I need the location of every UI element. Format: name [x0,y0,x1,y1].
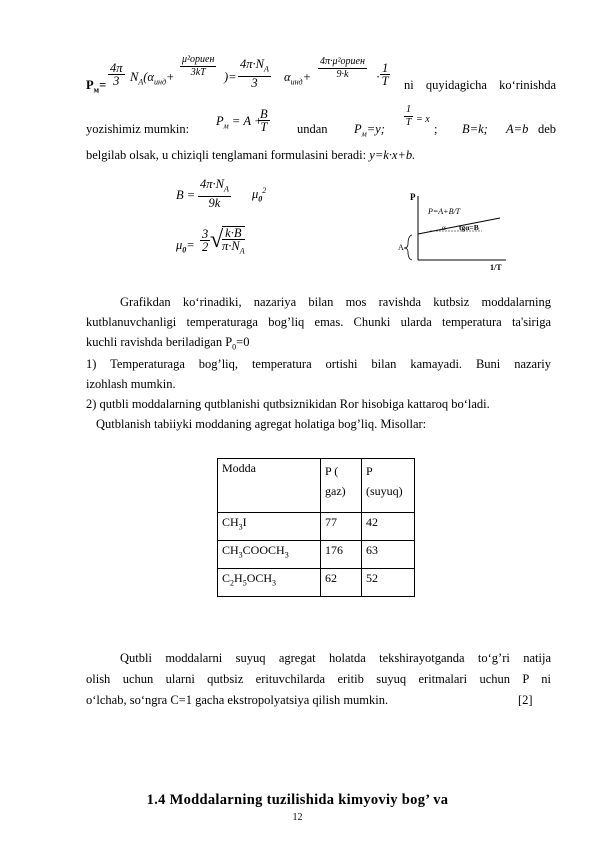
paragraph-1 [86,292,551,358]
para2-line-2: olish uchun ularni qutbsiz erituvchilarda eritib suyuq eritmalari uchun P ni [86,672,551,686]
graph-alpha-label: α [442,224,446,232]
cell-gaz: 62 [321,569,362,597]
list-item-1: 1) Temperaturaga bog’liq, temperatura ortishi bilan kamayadi. Buni nazariy [86,357,551,371]
list-item-1-cont: izohlash mumkin. [86,377,176,391]
a-brace-icon [404,235,412,260]
cell-modda: $CH_3COOCH_3$ [218,541,321,569]
b-lhs: B = [176,188,196,202]
frac-4pina-9k: $\frac{4\pi\cdot N_A}{9k}$ [200,177,229,210]
paragraph-2 [86,648,551,711]
pm-label: $P_м=$ [86,78,107,95]
formula-line-2 [86,104,557,144]
line2-lead: yozishimiz mumkin: [86,122,190,136]
table-header-row [218,459,415,513]
cell-suyuq: 42 [362,513,415,541]
formula-line-1: $P_м=$ $\frac{4\pi}{3}$ $N_A(\alpha_{инд}+$ μ²ориен 3kT )= $\frac{4\pi\cdot N_A}{3}$ $\alpha_{инд}+$ 4π·μ²ориен 9·k · $\frac{1}{T}$ ni quyidagicha ko‘rinishda [86,54,556,95]
graph-a-label: A [398,243,404,252]
header-p-suyuq: P (suyuq) [362,459,415,513]
na-term: $N_A(\alpha_{инд}+$ [130,70,175,87]
cell-suyuq: 52 [362,569,415,597]
alpha-ind: $\alpha_{инд}+$ [284,70,312,87]
linear-eq: y=k·x+b. [369,148,416,162]
para1-line-1: Grafikdan ko‘rinadiki, nazariya bilan mos ravishda kutbsiz moddalarning [120,295,551,309]
frac-4pimu-9k: 4π·μ²ориен 9·k [320,56,365,80]
cell-gaz: 176 [321,541,362,569]
frac-kb-pina: $\frac{k\cdot B}{\pi\cdot N_A}$ [222,226,245,256]
table-row [218,513,415,541]
pm-y: $P_м=y$; [354,122,385,139]
frac-1-t: $\frac{1}{T}$ [381,61,389,88]
p-vs-inv-t-graph [396,186,516,272]
sqrt-icon: √ [210,227,224,253]
undan-text: undan [297,122,328,136]
line1-tail-text: ni quyidagicha ko‘rinishda [404,78,556,92]
polarization-table [217,458,415,597]
table-row [218,569,415,597]
paren-close: )= [224,70,237,84]
graph-tg-label: tgα=B [459,223,479,232]
mu0-squared: $\mu_0^2$ [252,186,267,204]
examples-intro: Qutblanish tabiiyki moddaning agregat holatiga bog’liq. Misollar: [96,417,427,431]
frac-mu2-3kt: μ²ориен 3kT [182,54,215,78]
cell-modda: $C_2H_5OCH_3$ [218,569,321,597]
pm-eq-a: $P_м = A$ + [216,114,263,131]
section-heading: 1.4 Moddalarning tuzilishida kimyoviy bog’ va [146,792,449,808]
frac-b-t: $\frac{B}{T}$ [260,107,268,134]
line-3 [86,148,556,163]
b-eq-k: B=k; [462,122,488,136]
numbered-list [86,354,551,434]
cell-modda: $CH_3I$ [218,513,321,541]
header-p-gaz: P ( gaz) [321,459,362,513]
formula-mu0 [176,226,296,266]
reference-mark: [2] [518,693,533,707]
graph-line-label: P=A+B/T [428,207,461,216]
graph-x-label: 1/T [490,263,502,272]
semicolon: ; [434,122,438,136]
page-number: 12 [292,812,303,823]
header-modda: Modda [218,459,321,513]
para1-line-2: kutblanuvchanligi temperaturaga bog’liq emas. Chunki ularda temperatura ta'siriga [86,315,551,329]
formula-b [176,178,296,212]
frac-1-t-x: $\frac{1}{T}$ [405,104,412,128]
graph-y-label: P [410,192,416,202]
cell-suyuq: 63 [362,541,415,569]
deb-text: deb [538,122,557,136]
para1-line-3: kuchli ravishda beriladigan $P_0=0$ [86,335,250,352]
table-row [218,541,415,569]
para2-line-1: Qutbli moddalarni suyuq agregat holatda tekshirayotganda to‘g’ri natija [120,651,551,665]
frac-4pina-3: $\frac{4\pi\cdot N_A}{3}$ [240,57,269,90]
frac-3-2: $\frac{3}{2}$ [202,227,209,254]
list-item-2: 2) qutbli moddalarning qutblanishi qutbsiznikidan Ror hisobiga kattaroq bo‘ladi. [86,397,490,411]
frac-4pi-3: $\frac{4\pi}{3}$ [110,61,123,88]
x-eq: = x [416,114,430,125]
mu0-lhs: $\mu_0=$ [176,238,195,255]
para2-line-3: o‘lchab, so‘ngra C=1 gacha ekstropolyatsiya qilish mumkin. [2] [86,690,551,711]
cell-gaz: 77 [321,513,362,541]
a-eq-b: A=b [506,122,529,136]
line3-text: belgilab olsak, u chiziqli tenglamani formulasini beradi: [86,148,367,162]
